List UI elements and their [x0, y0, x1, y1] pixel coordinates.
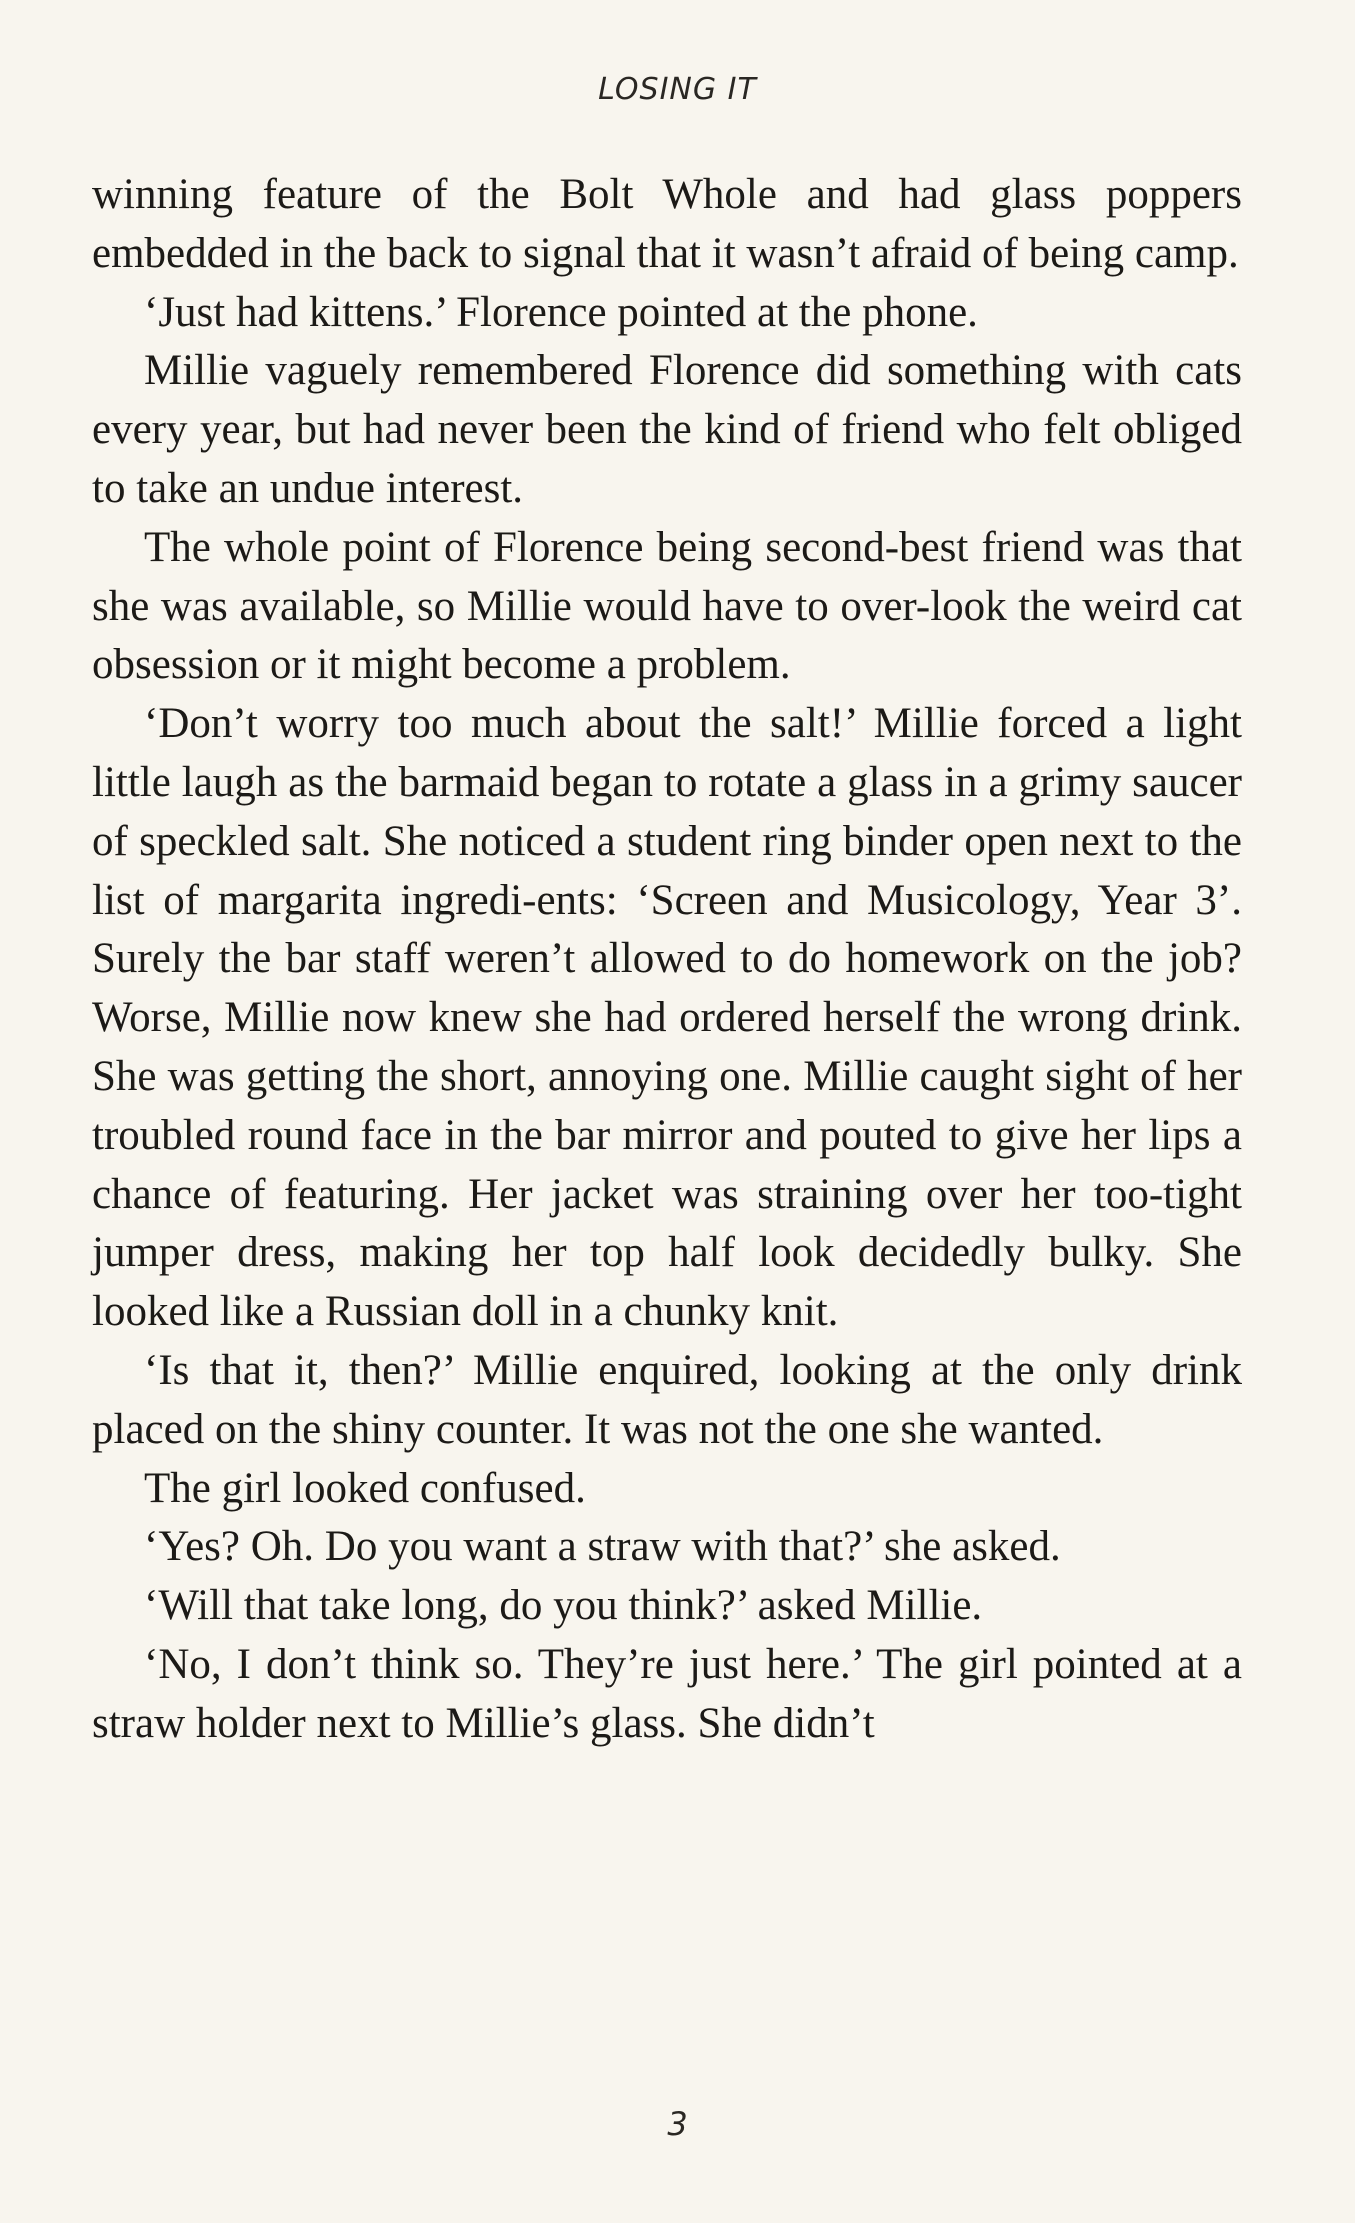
paragraph: ‘Is that it, then?’ Millie enquired, looking at the only drink placed on the shiny counter. It was not the one she wanted.	[92, 1346, 1242, 1453]
body-text	[92, 166, 1242, 1754]
paragraph: ‘No, I don’t think so. They’re just here.’ The girl pointed at a straw holder next to Millie’s glass. She didn’t	[92, 1640, 1242, 1747]
paragraph: ‘Yes? Oh. Do you want a straw with that?’ she asked.	[144, 1523, 1061, 1571]
paragraph: The girl looked confused.	[144, 1464, 586, 1512]
paragraph: ‘Just had kittens.’ Florence pointed at the phone.	[144, 288, 978, 336]
paragraph: The whole point of Florence being second-best friend was that she was available, so Millie would have to over-look the weird cat obsession or it might become a problem.	[92, 523, 1242, 689]
page-number: 3	[667, 2105, 688, 2143]
paragraph: ‘Don’t worry too much about the salt!’ Millie forced a light little laugh as the barmaid began to rotate a glass in a grimy saucer of speckled salt. She noticed a student ring binder open next to the list of margarita ingredi-ents: ‘Screen and Musicology, Year 3’. Surely the bar staff weren’t allowed to do homework on the job? Worse, Millie now knew she had ordered herself the wrong drink. She was getting the short, annoying one. Millie caught sight of her troubled round face in the bar mirror and pouted to give her lips a chance of featuring. Her jacket was straining over her too-tight jumper dress, making her top half look decidedly bulky. She looked like a Russian doll in a chunky knit.	[92, 700, 1242, 1336]
paragraph: Millie vaguely remembered Florence did something with cats every year, but had never been the kind of friend who felt obliged to take an undue interest.	[92, 347, 1242, 512]
paragraph: ‘Will that take long, do you think?’ asked Millie.	[144, 1582, 983, 1630]
paragraph: winning feature of the Bolt Whole and had glass poppers embedded in the back to signal that it wasn’t afraid of being camp.	[92, 171, 1242, 277]
running-head: LOSING IT	[598, 72, 757, 107]
